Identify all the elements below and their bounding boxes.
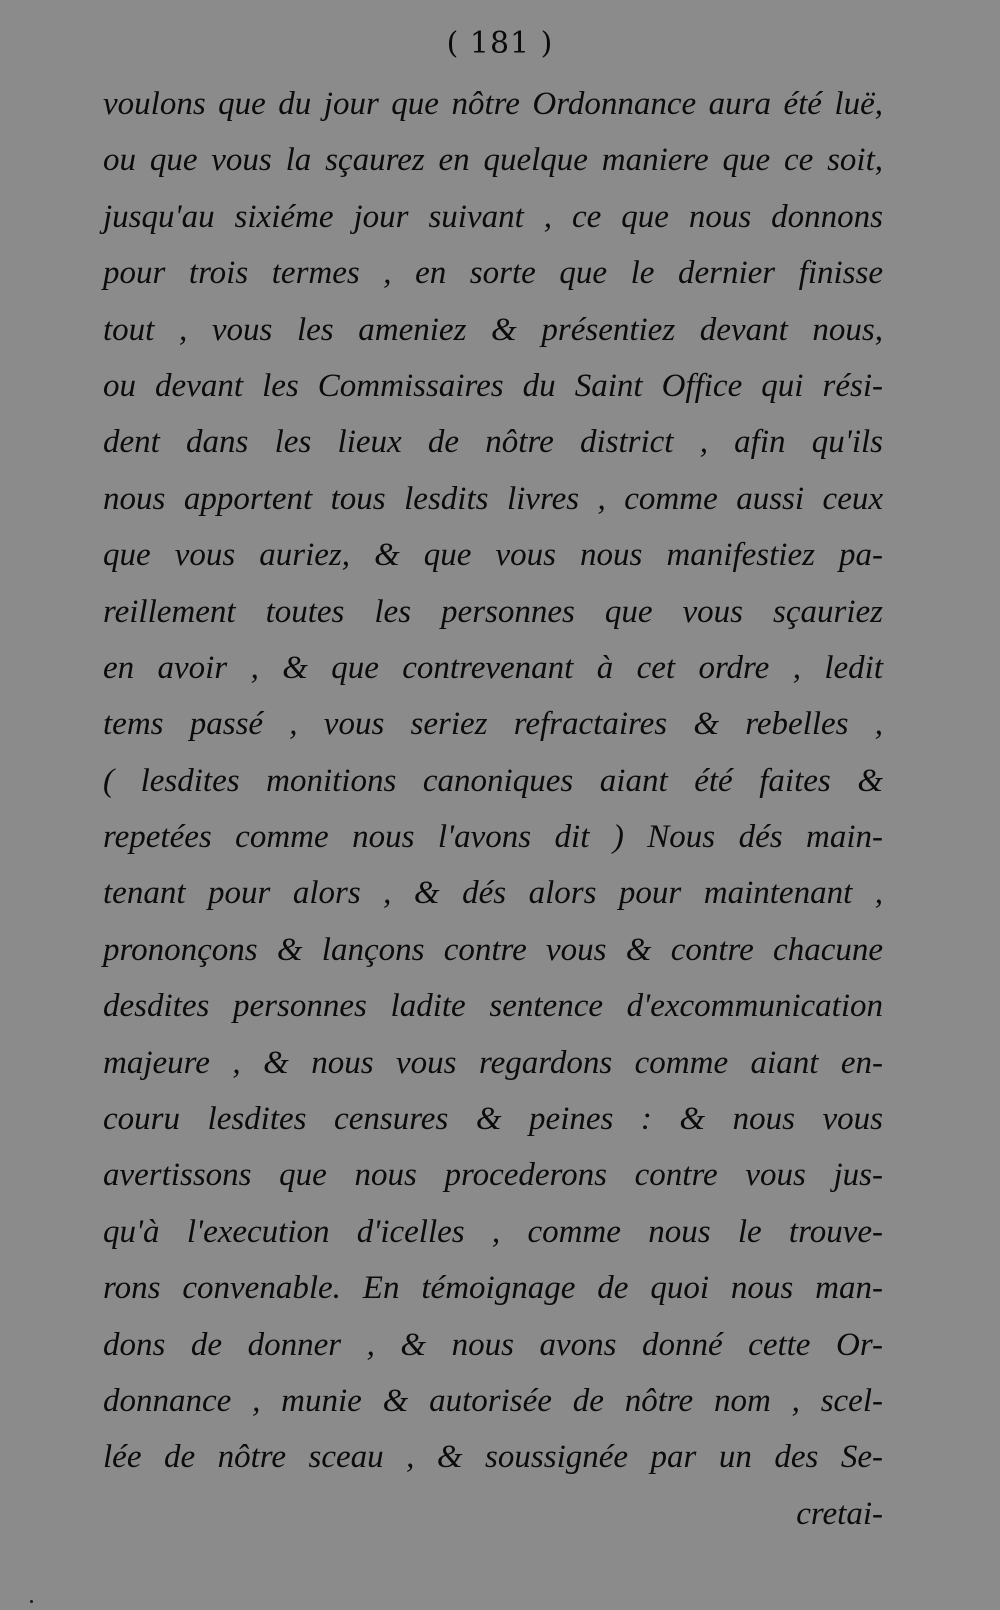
print-speck [30, 1600, 33, 1603]
text-line: dons de donner , & nous avons donné cette Or- [103, 1326, 883, 1363]
text-line: pour trois termes , en sorte que le dernier finisse [103, 255, 883, 292]
text-line: prononçons & lançons contre vous & contre chacune [103, 931, 883, 968]
text-line: majeure , & nous vous regardons comme aiant en- [103, 1044, 883, 1081]
text-line: tenant pour alors , & dés alors pour maintenant , [103, 875, 883, 912]
text-line: tout , vous les ameniez & présentiez devant nous, [103, 311, 883, 348]
text-line: repetées comme nous l'avons dit ) Nous dés main- [103, 819, 883, 856]
text-line: lée de nôtre sceau , & soussignée par un des Se- [103, 1439, 883, 1476]
text-line: reillement toutes les personnes que vous sçauriez [103, 593, 883, 630]
text-line: donnance , munie & autorisée de nôtre nom , scel- [103, 1382, 883, 1419]
page-number: ( 181 ) [446, 26, 554, 61]
text-line: que vous auriez, & que vous nous manifestiez pa- [103, 537, 883, 574]
text-line: desdites personnes ladite sentence d'excommunication [103, 988, 883, 1025]
text-line: rons convenable. En témoignage de quoi nous man- [103, 1270, 883, 1307]
text-line: dent dans les lieux de nôtre district , afin qu'ils [103, 424, 883, 461]
text-line: ou que vous la sçaurez en quelque maniere que ce soit, [103, 142, 883, 179]
catchword: cretai- [796, 1495, 883, 1532]
text-line: en avoir , & que contrevenant à cet ordre , ledit [103, 649, 883, 686]
text-line: voulons que du jour que nôtre Ordonnance aura été luë, [103, 86, 883, 122]
text-line: nous apportent tous lesdits livres , comme aussi ceux [103, 480, 883, 517]
body-text [103, 76, 883, 1542]
text-line: qu'à l'execution d'icelles , comme nous le trouve- [103, 1213, 883, 1250]
text-line: couru lesdites censures & peines : & nous vous [103, 1101, 883, 1138]
text-line: ou devant les Commissaires du Saint Office qui rési- [103, 367, 883, 404]
text-line: avertissons que nous procederons contre vous jus- [103, 1157, 883, 1194]
text-line: ( lesdites monitions canoniques aiant été faites & [103, 762, 883, 799]
text-line: tems passé , vous seriez refractaires & rebelles , [103, 706, 883, 743]
text-line: jusqu'au sixiéme jour suivant , ce que nous donnons [103, 198, 883, 235]
